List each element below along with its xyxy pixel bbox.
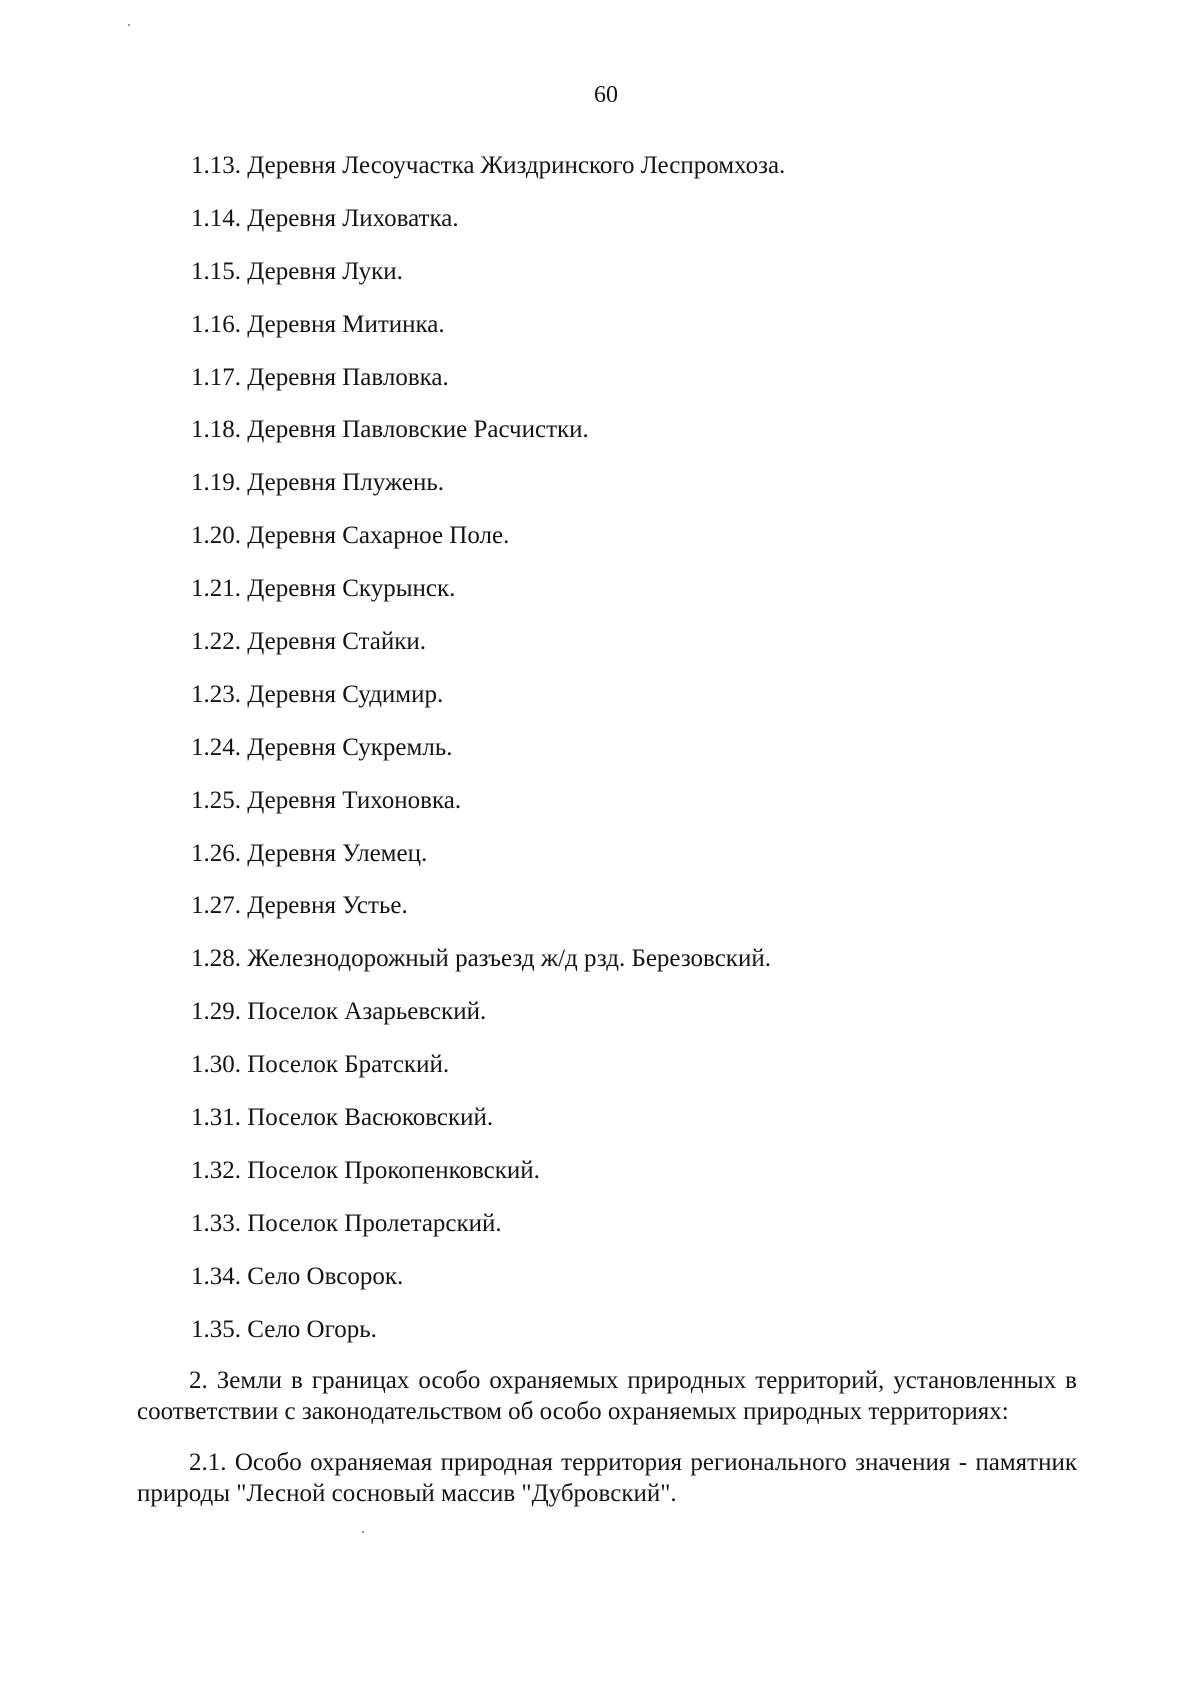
paragraph-nature-monument: 2.1. Особо охраняемая природная территория регионального значения - памятник природы "Лесной сосновый массив "Дубровский". — [137, 1449, 1077, 1507]
list-item: 1.24. Деревня Сукремль. — [191, 733, 453, 761]
list-item: 1.15. Деревня Луки. — [191, 257, 403, 285]
list-item: 1.35. Село Огорь. — [191, 1315, 377, 1343]
paragraph-protected-lands: 2. Земли в границах особо охраняемых природных территорий, установленных в соответствии с законодательством об особо охраняемых природных территориях: — [137, 1367, 1077, 1425]
list-item: 1.20. Деревня Сахарное Поле. — [191, 522, 510, 550]
list-item: 1.18. Деревня Павловские Расчистки. — [191, 416, 589, 444]
list-item: 1.29. Поселок Азарьевский. — [191, 998, 487, 1026]
list-item: 1.16. Деревня Митинка. — [191, 310, 445, 338]
scan-speck — [128, 24, 130, 26]
list-item: 1.21. Деревня Скурынск. — [191, 575, 456, 603]
list-item: 1.13. Деревня Лесоучастка Жиздринского Леспромхоза. — [191, 152, 786, 179]
list-item: 1.31. Поселок Васюковский. — [191, 1104, 494, 1132]
list-item: 1.26. Деревня Улемец. — [191, 839, 428, 867]
list-item: 1.33. Поселок Пролетарский. — [191, 1209, 502, 1237]
list-item: 1.28. Железнодорожный разъезд ж/д рзд. Березовский. — [191, 945, 771, 973]
list-item: 1.25. Деревня Тихоновка. — [191, 786, 462, 814]
list-item: 1.30. Поселок Братский. — [191, 1051, 450, 1079]
list-item: 1.22. Деревня Стайки. — [191, 628, 427, 656]
page-number: 60 — [594, 82, 618, 108]
list-item: 1.32. Поселок Прокопенковский. — [191, 1156, 540, 1184]
list-item: 1.23. Деревня Судимир. — [191, 680, 444, 708]
list-item: 1.14. Деревня Лиховатка. — [191, 204, 459, 232]
list-item: 1.27. Деревня Устье. — [191, 892, 408, 920]
scan-speck — [362, 1531, 364, 1533]
list-item: 1.34. Село Овсорок. — [191, 1262, 404, 1290]
settlement-list — [191, 151, 785, 1367]
list-item: 1.19. Деревня Плужень. — [191, 469, 445, 497]
list-item: 1.17. Деревня Павловка. — [191, 363, 449, 391]
